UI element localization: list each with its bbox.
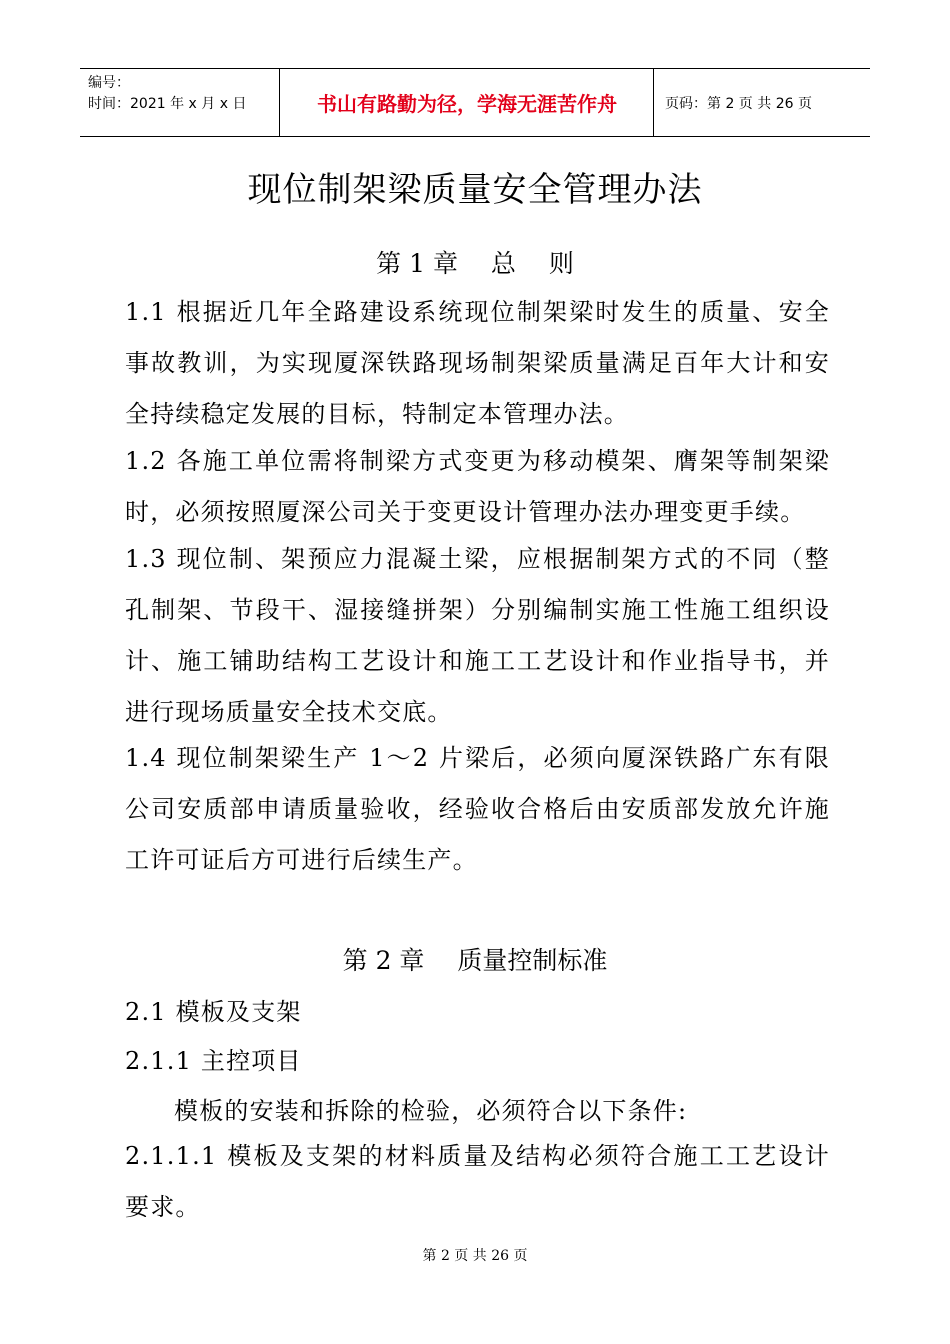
chapter-1-heading: 第 1 章 总 则	[376, 249, 574, 278]
number-label: 编号：	[88, 75, 130, 91]
paragraph-2-1-1-1: 2.1.1.1 模板及支架的材料质量及结构必须符合施工工艺设计要求。	[125, 1142, 830, 1221]
chapter-2-heading: 第 2 章 质量控制标准	[342, 946, 608, 975]
time-label: 时间：2021 年 x 月 x 日	[88, 96, 247, 112]
header-meta-cell	[80, 69, 280, 136]
document-title: 现位制架梁质量安全管理办法	[247, 170, 703, 210]
page-footer: 第 2 页 共 26 页	[422, 1248, 528, 1264]
header-table	[80, 68, 870, 137]
section-intro: 模板的安装和拆除的检验，必须符合以下条件:	[174, 1097, 688, 1125]
header-page-info: 页码：第 2 页 共 26 页	[665, 95, 812, 112]
section-2-1: 2.1 模板及支架	[125, 998, 302, 1026]
paragraph-1-4: 1.4 现位制架梁生产 1～2 片梁后，必须向厦深铁路广东有限公司安质部申请质量验收，经验收合格后由安质部发放允许施工许可证后方可进行后续生产。	[125, 744, 830, 874]
header-motto: 书山有路勤为径，学海无涯苦作舟	[281, 69, 654, 136]
paragraph-1-3: 1.3 现位制、架预应力混凝土梁，应根据制架方式的不同（整孔制架、节段干、湿接缝拼架）分别编制实施工性施工组织设计、施工铺助结构工艺设计和施工工艺设计和作业指导书，并进行现场质量安全技术交底。	[125, 545, 830, 726]
paragraph-1-2: 1.2 各施工单位需将制梁方式变更为移动模架、膺架等制架梁时，必须按照厦深公司关于变更设计管理办法办理变更手续。	[125, 447, 830, 526]
paragraph-1-1: 1.1 根据近几年全路建设系统现位制架梁时发生的质量、安全事故教训，为实现厦深铁路现场制架梁质量满足百年大计和安全持续稳定发展的目标，特制定本管理办法。	[125, 298, 830, 428]
section-2-1-1: 2.1.1 主控项目	[125, 1047, 302, 1075]
